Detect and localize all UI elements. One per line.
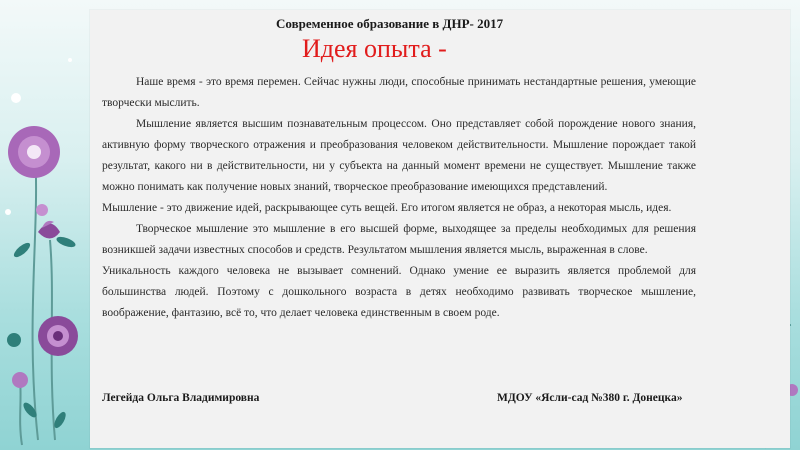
- paragraph: Творческое мышление это мышление в его высшей форме, выходящее за пределы необходимых для решения возникшей задачи известных способов и средств. Результатом мышления является мысль, выраженная в слове.: [102, 223, 696, 256]
- paragraph: Мышление является высшим познавательным процессом. Оно представляет собой порождение нового знания, активную форму творческого отражения и преобразования человеком действительности. Мышление порождает такой результат, какого ни в действительности, ни у субъекта на данный момент времени не существует. Мышление также можно понимать как получение новых знаний, творческое преобразование имеющихся представлений.: [102, 118, 696, 193]
- left-flowers-decoration: [0, 0, 90, 450]
- author-name: Легейда Ольга Владимировна: [102, 392, 260, 404]
- paragraph: Мышление - это движение идей, раскрывающее суть вещей. Его итогом является не образ, а некоторая мысль, идея.: [102, 202, 672, 214]
- paragraph: Наше время - это время перемен. Сейчас нужны люди, способные принимать нестандартные решения, умеющие творчески мыслить.: [102, 76, 696, 109]
- article-body: [102, 72, 696, 324]
- paragraph: Уникальность каждого человека не вызывает сомнений. Однако умение ее выразить является проблемой для большинства людей. Поэтому с дошкольного возраста в детях необходимо развивать творческое мышление, воображение, фантазию, всё то, что делает человека единственным в своем роде.: [102, 265, 696, 319]
- flower-icon: [8, 126, 60, 178]
- event-header: Современное образование в ДНР- 2017: [276, 16, 504, 31]
- institution-name: МДОУ «Ясли-сад №380 г. Донецка»: [497, 392, 683, 404]
- flower-icon: [38, 316, 78, 356]
- page-title: Идея опыта -: [302, 34, 447, 63]
